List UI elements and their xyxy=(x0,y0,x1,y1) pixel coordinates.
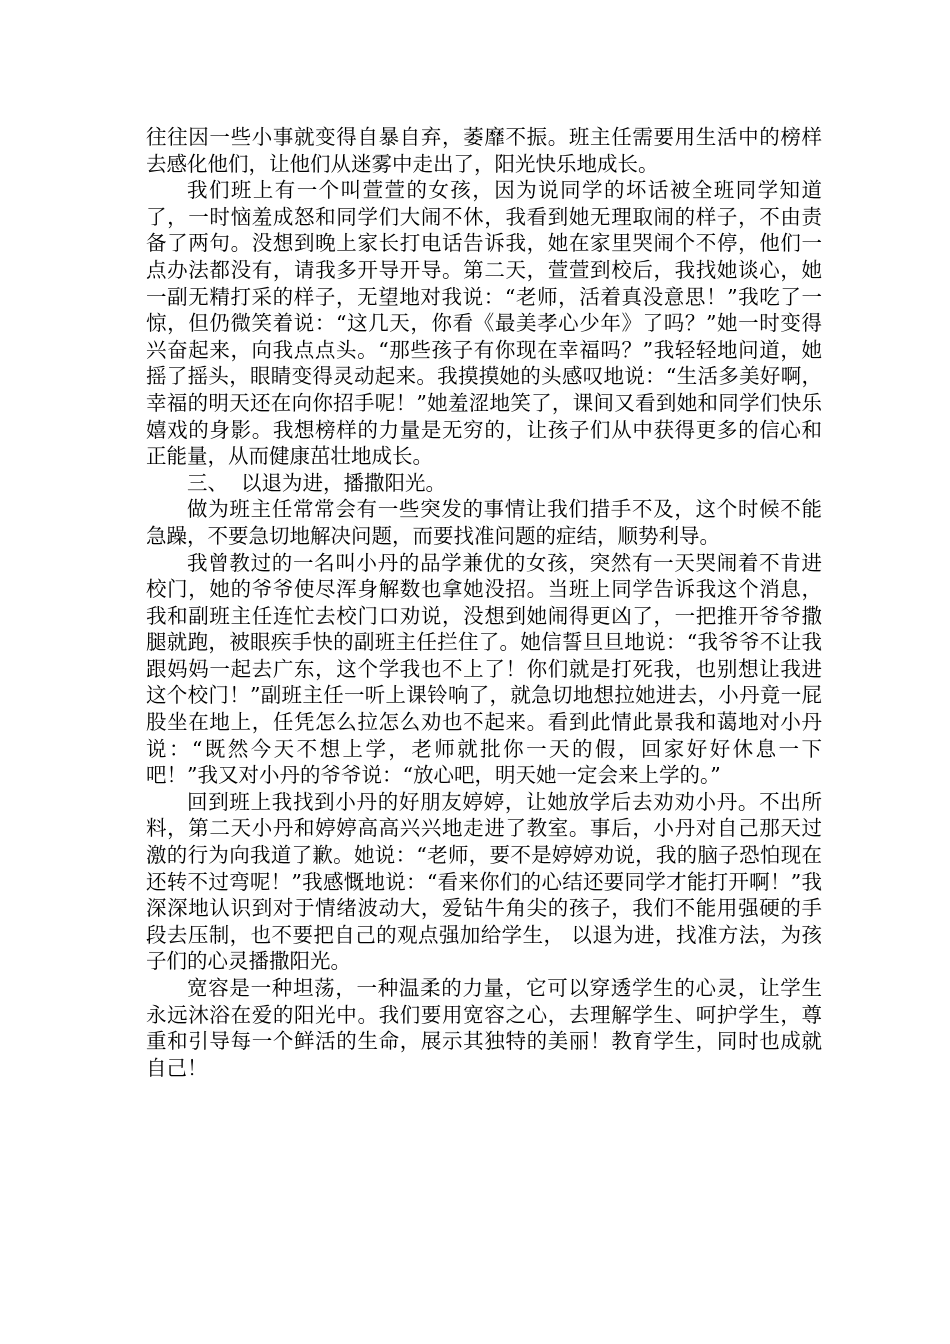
paragraph-intro: 做为班主任常常会有一些突发的事情让我们措手不及，这个时候不能急躁，不要急切地解决问题，而要找准问题的症结，顺势利导。 xyxy=(146,497,822,548)
paragraph-tingting-story: 回到班上我找到小丹的好朋友婷婷，让她放学后去劝劝小丹。不出所料，第二天小丹和婷婷高高兴兴地走进了教室。事后，小丹对自己那天过激的行为向我道了歉。她说：“老师，要不是婷婷劝说，我的脑子恐怕现在还转不过弯呢！”我感慨地说：“看来你们的心结还要同学才能打开啊！”我深深地认识到对于情绪波动大，爱钻牛角尖的孩子，我们不能用强硬的手段去压制，也不要把自己的观点强加给学生， 以退为进，找准方法，为孩子们的心灵播撒阳光。 xyxy=(146,789,822,974)
paragraph-conclusion: 宽容是一种坦荡，一种温柔的力量，它可以穿透学生的心灵，让学生永远沐浴在爱的阳光中。我们要用宽容之心，去理解学生、呵护学生，尊重和引导每一个鲜活的生命，展示其独特的美丽！教育学生，同时也成就自己！ xyxy=(146,976,822,1080)
section-heading: 三、 以退为进，播撒阳光。 xyxy=(187,470,447,495)
paragraph-xuanxuan-story: 我们班上有一个叫萱萱的女孩，因为说同学的坏话被全班同学知道了，一时恼羞成怒和同学们大闹不休，我看到她无理取闹的样子，不由责备了两句。没想到晚上家长打电话告诉我，她在家里哭闹个不停，他们一点办法都没有，请我多开导开导。第二天，萱萱到校后，我找她谈心，她一副无精打采的样子，无望地对我说：“老师，活着真没意思！”我吃了一惊，但仍微笑着说：“这几天，你看《最美孝心少年》了吗？”她一时变得兴奋起来，向我点点头。“那些孩子有你现在幸福吗？”我轻轻地问道，她摇了摇头，眼睛变得灵动起来。我摸摸她的头感叹地说：“生活多美好啊，幸福的明天还在向你招手呢！”她羞涩地笑了，课间又看到她和同学们快乐嬉戏的身影。我想榜样的力量是无穷的，让孩子们从中获得更多的信心和正能量，从而健康茁壮地成长。 xyxy=(146,178,822,469)
paragraph-xiaodan-story: 我曾教过的一名叫小丹的品学兼优的女孩，突然有一天哭闹着不肯进校门，她的爷爷使尽浑身解数也拿她没招。当班上同学告诉我这个消息，我和副班主任连忙去校门口劝说，没想到她闹得更凶了，一把推开爷爷撒腿就跑，被眼疾手快的副班主任拦住了。她信誓旦旦地说：“我爷爷不让我跟妈妈一起去广东，这个学我也不上了！你们就是打死我，也别想让我进这个校门！”副班主任一听上课铃响了，就急切地想拉她进去，小丹竟一屁股坐在地上，任凭怎么拉怎么劝也不起来。看到此情此景我和蔼地对小丹说：“既然今天不想上学，老师就批你一天的假，回家好好休息一下吧！”我又对小丹的爷爷说：“放心吧，明天她一定会来上学的。” xyxy=(146,550,822,788)
document-body xyxy=(146,124,822,1081)
paragraph-continuation: 往往因一些小事就变得自暴自弃，萎靡不振。班主任需要用生活中的榜样去感化他们，让他们从迷雾中走出了，阳光快乐地成长。 xyxy=(146,125,822,176)
